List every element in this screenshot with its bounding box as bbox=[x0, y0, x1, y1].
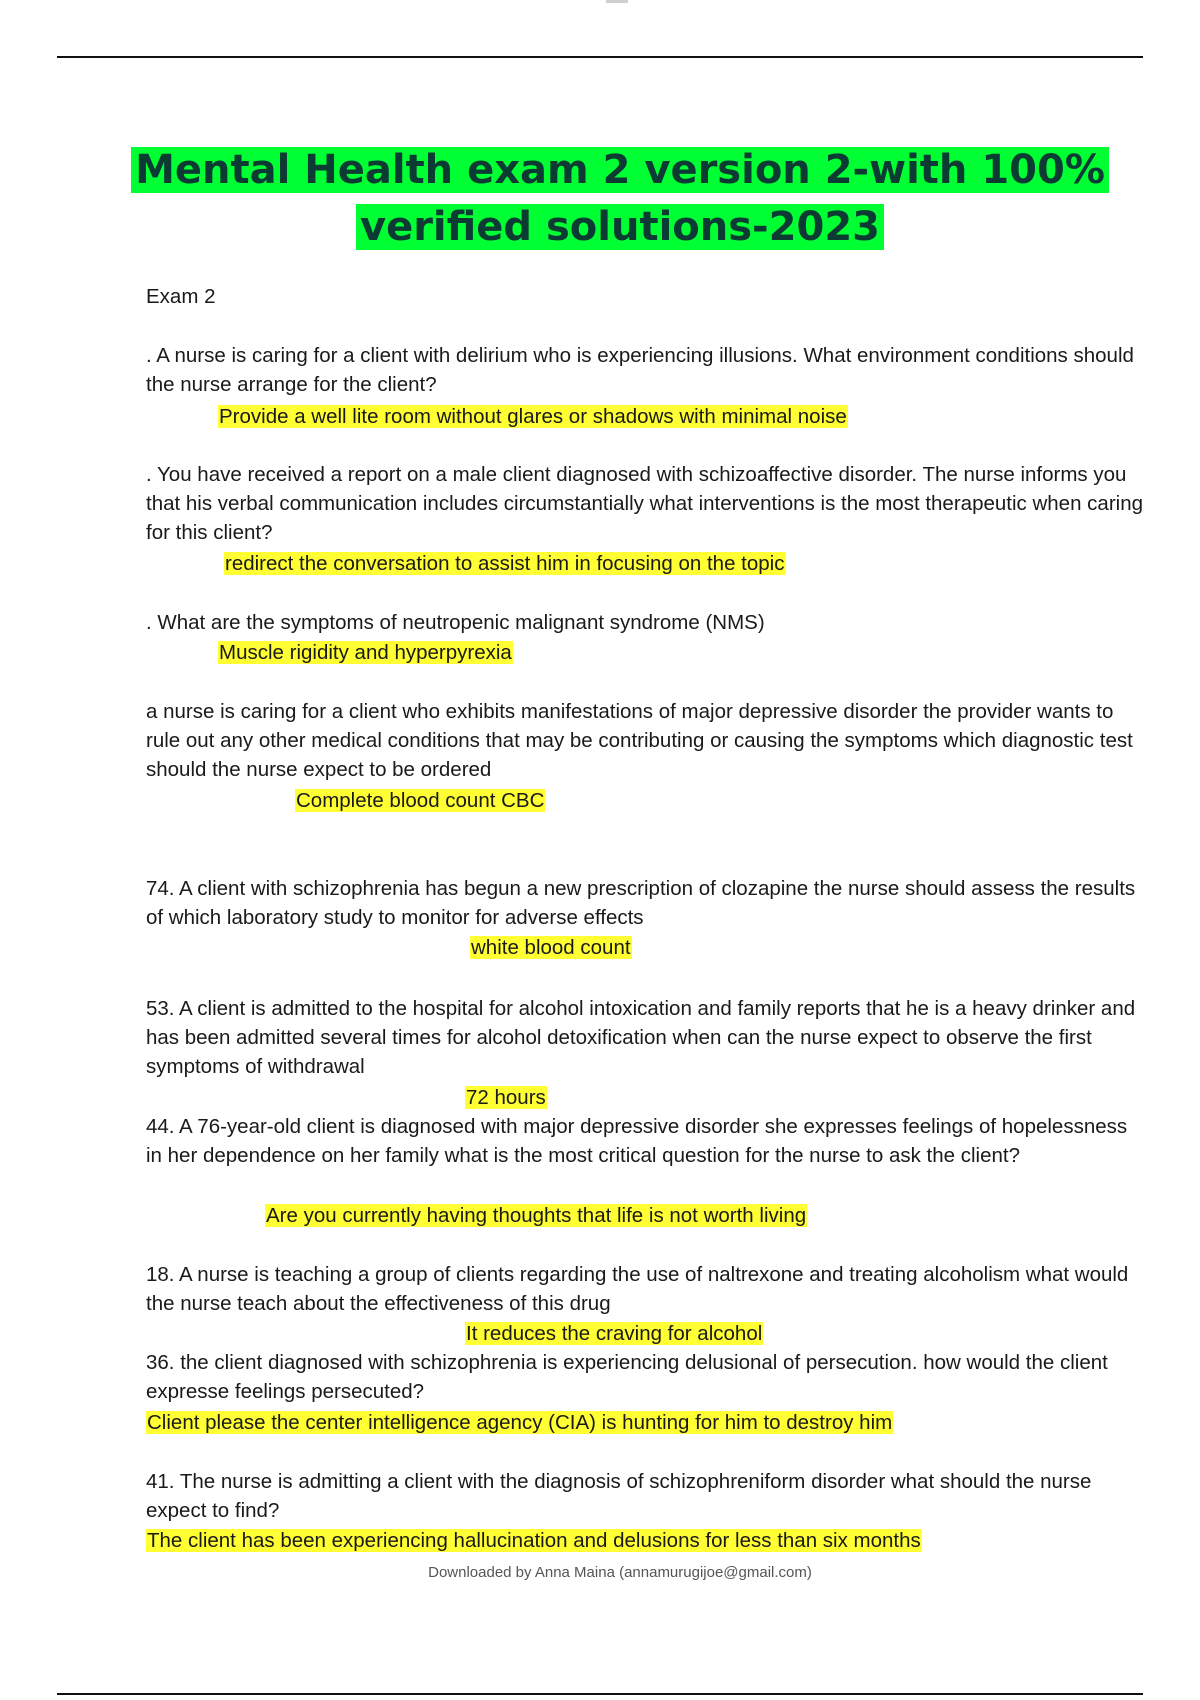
top-rule bbox=[57, 56, 1143, 58]
download-footer: Downloaded by Anna Maina (annamurugijoe@gmail.com) bbox=[428, 1564, 812, 1581]
question-1: . A nurse is caring for a client with delirium who is experiencing illusions. What environment conditions should the nurse arrange for the client? bbox=[146, 344, 1134, 396]
answer-8: It reduces the craving for alcohol bbox=[466, 1322, 763, 1345]
answer-6: 72 hours bbox=[466, 1086, 546, 1109]
answer-9: Client please the center intelligence agency (CIA) is hunting for him to destroy him bbox=[147, 1411, 893, 1434]
answer-1: Provide a well lite room without glares or shadows with minimal noise bbox=[219, 405, 847, 428]
question-7: 44. A 76-year-old client is diagnosed with major depressive disorder she expresses feelings of hopelessness in her dependence on her family what is the most critical question for the nurse to ask the client? bbox=[146, 1115, 1128, 1167]
document-title bbox=[0, 142, 1200, 256]
question-2: . You have received a report on a male client diagnosed with schizoaffective disorder. The nurse informs you that his verbal communication includes circumstantially what interventions is the most therapeutic when caring for this client? bbox=[146, 463, 1144, 544]
answer-3: Muscle rigidity and hyperpyrexia bbox=[219, 641, 512, 664]
question-3: . What are the symptoms of neutropenic malignant syndrome (NMS) bbox=[146, 611, 765, 634]
question-8: 18. A nurse is teaching a group of clients regarding the use of naltrexone and treating alcoholism what would the nurse teach about the effectiveness of this drug bbox=[146, 1263, 1129, 1315]
title-line-2: verified solutions-2023 bbox=[356, 204, 884, 250]
answer-5: white blood count bbox=[471, 936, 631, 959]
question-4: a nurse is caring for a client who exhibits manifestations of major depressive disorder the provider wants to rule out any other medical conditions that may be contributing or causing the symptoms which diagnostic test should the nurse expect to be ordered bbox=[146, 700, 1133, 781]
answer-10: The client has been experiencing hallucination and delusions for less than six months bbox=[147, 1529, 921, 1552]
exam-subtitle: Exam 2 bbox=[146, 285, 216, 308]
answer-4: Complete blood count CBC bbox=[296, 789, 545, 812]
answer-7: Are you currently having thoughts that life is not worth living bbox=[266, 1204, 807, 1227]
question-6: 53. A client is admitted to the hospital for alcohol intoxication and family reports that he is a heavy drinker and has been admitted several times for alcohol detoxification when can the nurse expect to observe the first symptoms of withdrawal bbox=[146, 997, 1136, 1078]
page-top-tab bbox=[606, 0, 628, 3]
question-10: 41. The nurse is admitting a client with the diagnosis of schizophreniform disorder what should the nurse expect to find? bbox=[146, 1470, 1092, 1522]
title-line-1: Mental Health exam 2 version 2-with 100% bbox=[131, 147, 1109, 193]
question-5: 74. A client with schizophrenia has begun a new prescription of clozapine the nurse should assess the results of which laboratory study to monitor for adverse effects bbox=[146, 877, 1136, 929]
answer-2: redirect the conversation to assist him in focusing on the topic bbox=[225, 552, 785, 575]
bottom-rule bbox=[57, 1693, 1143, 1695]
question-9: 36. the client diagnosed with schizophrenia is experiencing delusional of persecution. how would the client expresse feelings persecuted? bbox=[146, 1351, 1108, 1403]
